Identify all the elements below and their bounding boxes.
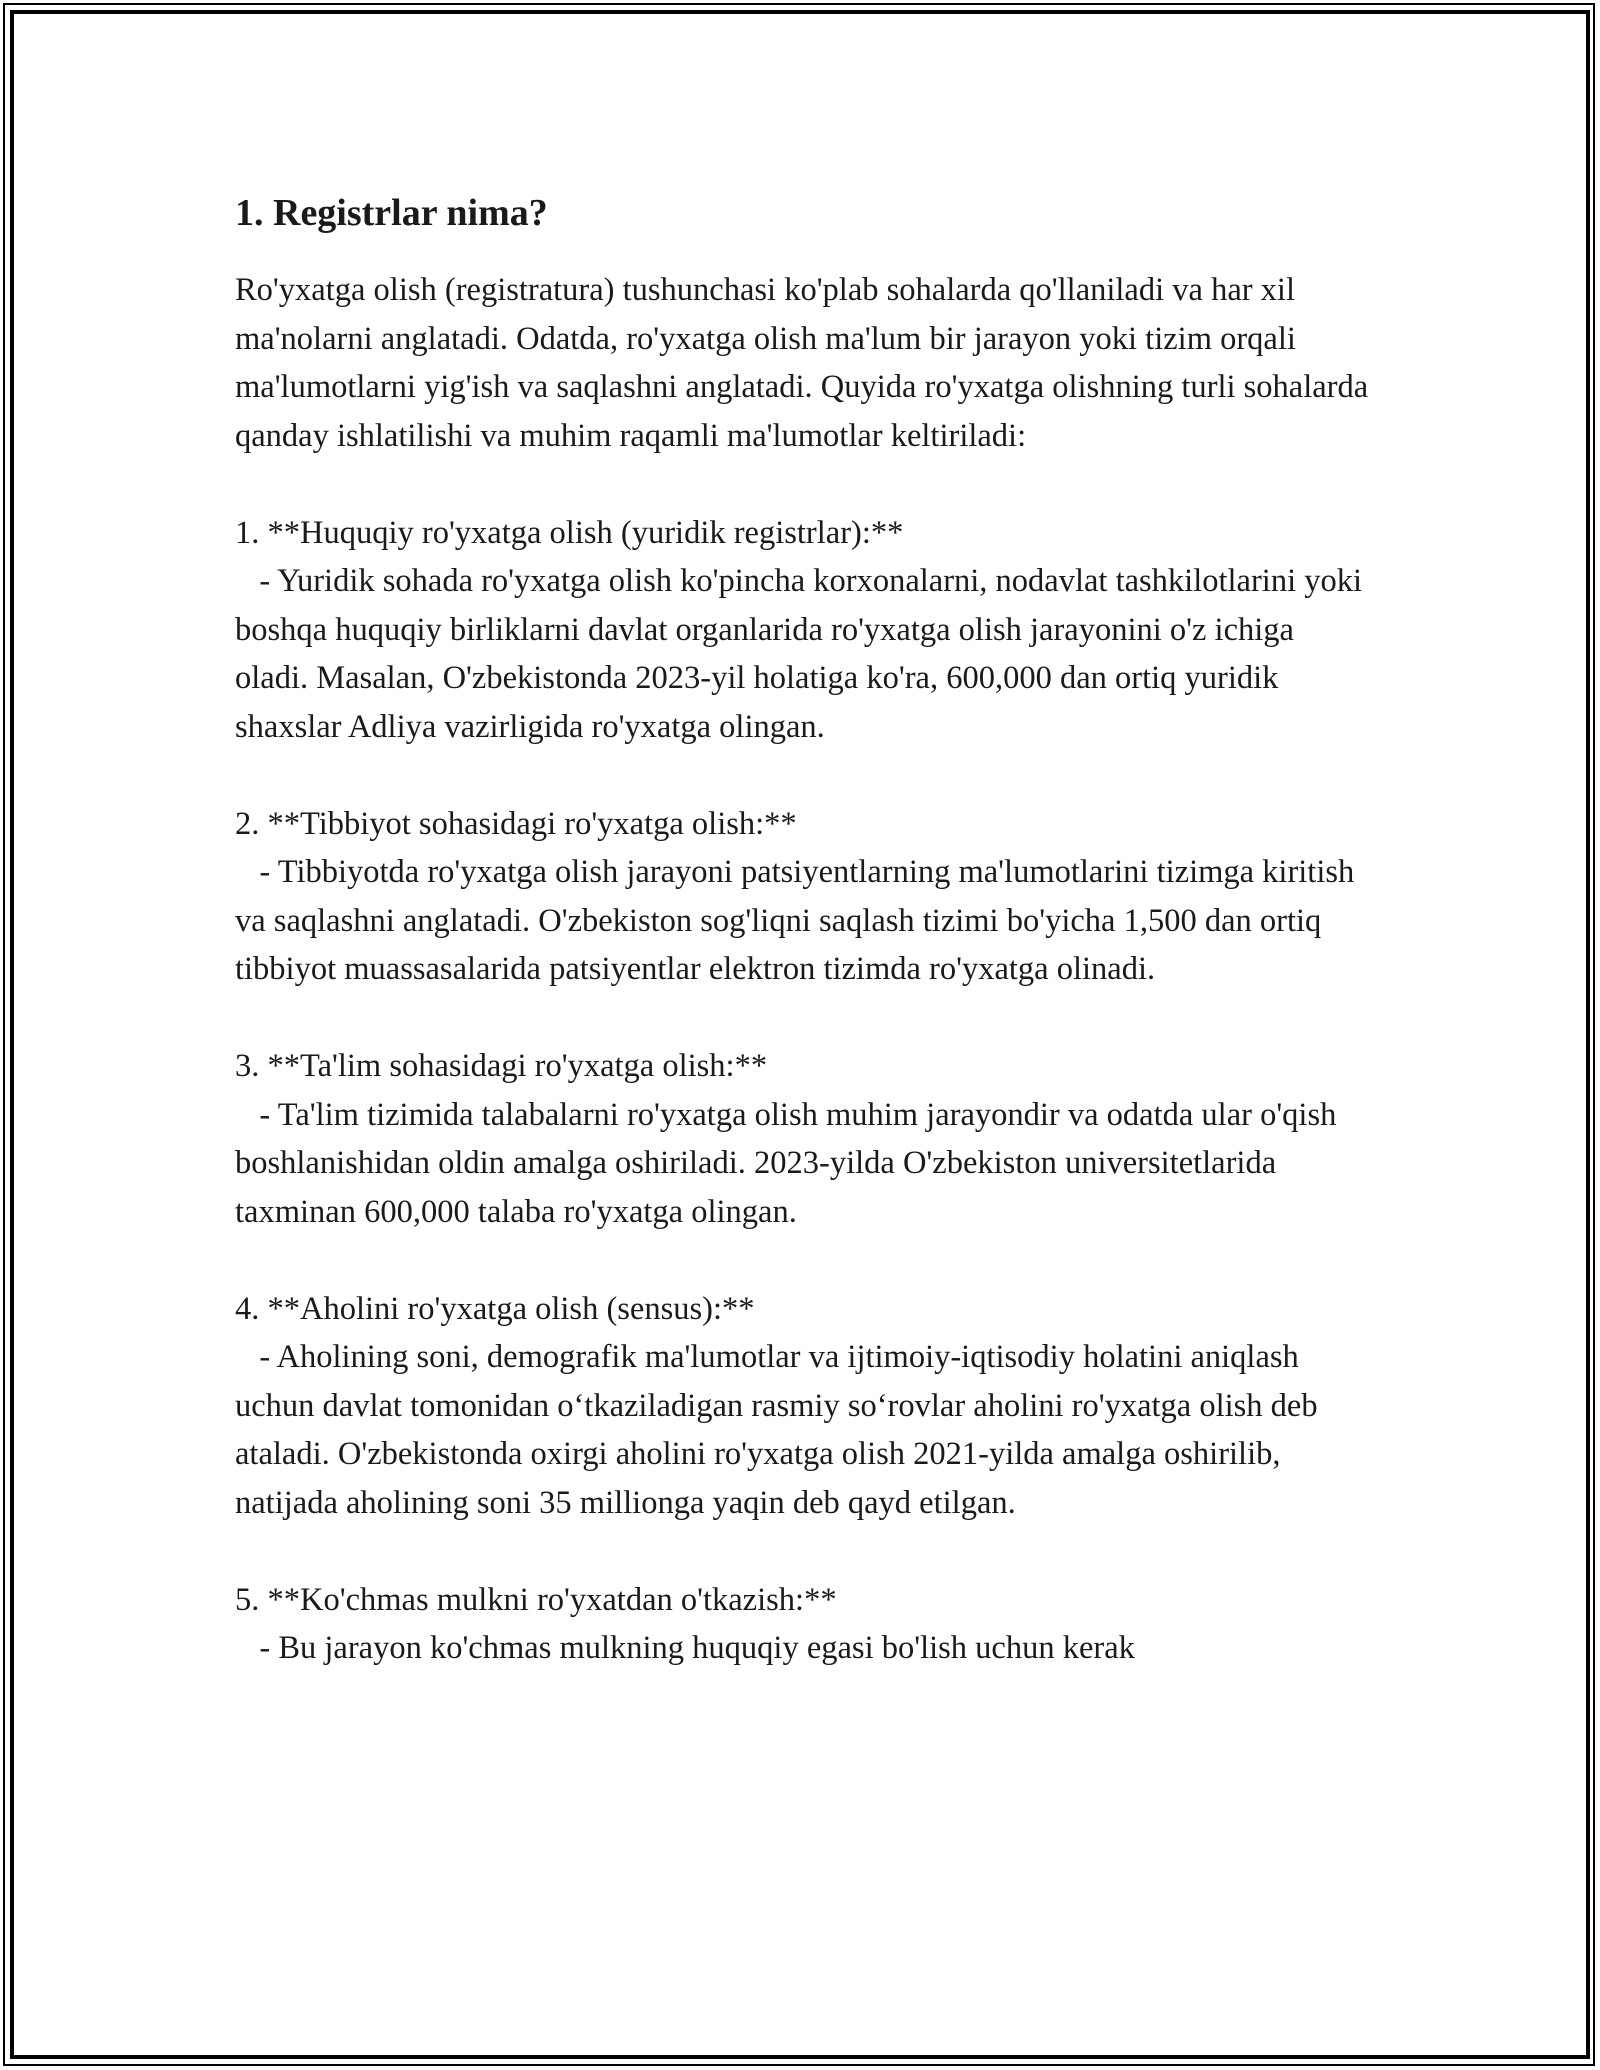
section-5 — [235, 1576, 1370, 1673]
section-body: - Bu jarayon ko'chmas mulkning huquqiy egasi bo'lish uchun kerak — [235, 1630, 1135, 1666]
section-4 — [235, 1285, 1370, 1528]
section-2 — [235, 800, 1370, 994]
section-body: - Ta'lim tizimida talabalarni ro'yxatga olish muhim jarayondir va odatda ular o'qish boshlanishidan oldin amalga oshiriladi. 2023-yilda O'zbekiston universitetlarida taxminan 600,000 talaba ro'yxatga olingan. — [235, 1096, 1345, 1230]
spacer — [235, 1527, 1370, 1576]
section-body: - Yuridik sohada ro'yxatga olish ko'pincha korxonalarni, nodavlat tashkilotlarini yoki boshqa huquqiy birliklarni davlat organlarida ro'yxatga olish jarayonini o'z ichiga oladi. Masalan, O'zbekistonda 2023-yil holatiga ko'ra, 600,000 dan ortiq yuridik shaxslar Adliya vazirligida ro'yxatga olingan. — [235, 563, 1371, 745]
spacer — [235, 460, 1370, 509]
document-body — [235, 184, 1370, 1673]
intro-paragraph: Ro'yxatga olish (registratura) tushunchasi ko'plab sohalarda qo'llaniladi va har xil ma'nolarni anglatadi. Odatda, ro'yxatga olish ma'lum bir jarayon yoki tizim orqali ma'lumotlarni yig'ish va saqlashni anglatadi. Quyida ro'yxatga olishning turli sohalarda qanday ishlatilishi va muhim raqamli ma'lumotlar keltiriladi: — [235, 272, 1369, 454]
section-heading: 2. **Tibbiyot sohasidagi ro'yxatga olish:** — [235, 805, 797, 842]
section-body: - Tibbiyotda ro'yxatga olish jarayoni patsiyentlarning ma'lumotlarini tizimga kiritish va saqlashni anglatadi. O'zbekiston sog'liqni saqlash tizimi bo'yicha 1,500 dan ortiq tibbiyot muassasalarida patsiyentlar elektron tizimda ro'yxatga olinadi. — [235, 854, 1363, 987]
section-body: - Aholining soni, demografik ma'lumotlar va ijtimoiy-iqtisodiy holatini aniqlash uchun davlat tomonidan o‘tkaziladigan rasmiy so‘rovlar aholini ro'yxatga olish deb ataladi. O'zbekistonda oxirgi aholini ro'yxatga olish 2021-yilda amalga oshirilib, natijada aholining soni 35 millionga yaqin deb qayd etilgan. — [235, 1339, 1326, 1521]
section-heading: 3. **Ta'lim sohasidagi ro'yxatga olish:** — [235, 1048, 768, 1084]
page-title: 1. Registrlar nima? — [235, 192, 548, 234]
section-heading: 4. **Aholini ro'yxatga olish (sensus):** — [235, 1290, 755, 1327]
spacer — [235, 751, 1370, 800]
section-heading: 1. **Huquqiy ro'yxatga olish (yuridik registrlar):** — [235, 514, 904, 551]
spacer — [235, 1236, 1370, 1285]
spacer — [235, 994, 1370, 1043]
section-heading: 5. **Ko'chmas mulkni ro'yxatdan o'tkazish:** — [235, 1581, 837, 1618]
section-3 — [235, 1042, 1370, 1236]
section-1 — [235, 509, 1370, 752]
